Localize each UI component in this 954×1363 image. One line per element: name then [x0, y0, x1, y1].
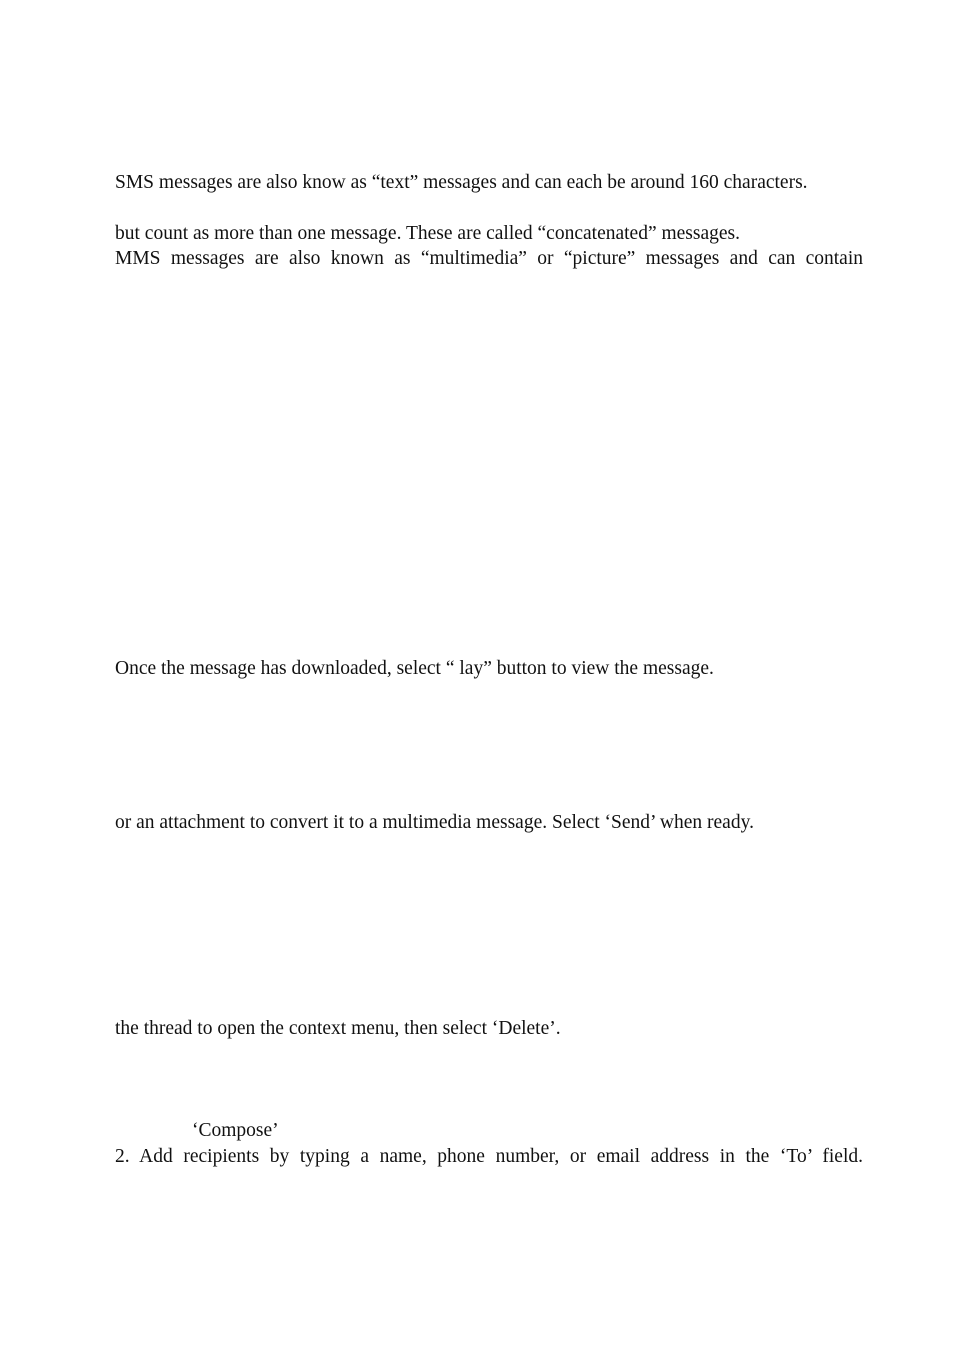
- concatenated-messages-line: but count as more than one message. These are called “concatenated” messages.: [115, 223, 740, 244]
- sms-description-line: SMS messages are also know as “text” messages and can each be around 160 characters.: [115, 172, 808, 193]
- delete-thread-instruction-line: the thread to open the context menu, then select ‘Delete’.: [115, 1018, 561, 1039]
- compose-label: ‘Compose’: [192, 1120, 279, 1141]
- add-recipients-step-line: 2. Add recipients by typing a name, phone number, or email address in the ‘To’ field.: [115, 1146, 863, 1167]
- play-message-instruction-line: Once the message has downloaded, select “ lay” button to view the message.: [115, 658, 714, 679]
- send-instruction-line: or an attachment to convert it to a multimedia message. Select ‘Send’ when ready.: [115, 812, 754, 833]
- mms-description-line: MMS messages are also known as “multimedia” or “picture” messages and can contain: [115, 248, 863, 269]
